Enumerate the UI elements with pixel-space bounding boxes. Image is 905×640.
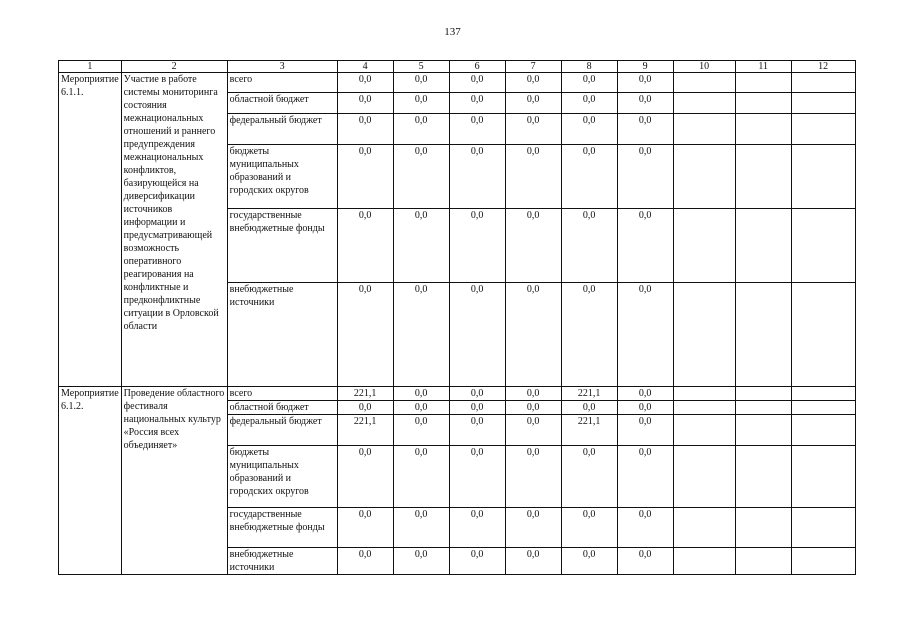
empty-cell [735,209,791,283]
value-cell: 0,0 [449,401,505,415]
header-cell: 4 [337,61,393,73]
value-cell: 0,0 [449,548,505,575]
measure-name: Проведение областного фестиваля национальных культур «Россия всех объединяет» [121,387,227,575]
value-cell: 0,0 [393,209,449,283]
value-cell: 0,0 [617,415,673,446]
empty-cell [735,114,791,145]
empty-cell [791,209,855,283]
measure-name: Участие в работе системы мониторинга состояния межнациональных отношений и раннего предупреждения межнациональных конфликтов, базирующейся на диверсификации источников информации и предусматривающей возможность оперативного реагирования на конфликтные и предконфликтные ситуации в Орловской области [121,73,227,387]
value-cell: 0,0 [505,415,561,446]
value-cell: 0,0 [505,508,561,548]
empty-cell [735,401,791,415]
empty-cell [673,387,735,401]
value-cell: 221,1 [561,387,617,401]
empty-cell [673,283,735,387]
funding-source: областной бюджет [227,401,337,415]
value-cell: 0,0 [561,73,617,93]
funding-source: бюджеты муниципальных образований и городских округов [227,145,337,209]
empty-cell [735,548,791,575]
value-cell: 0,0 [561,548,617,575]
empty-cell [673,446,735,508]
empty-cell [791,387,855,401]
empty-cell [791,93,855,114]
value-cell: 0,0 [337,93,393,114]
value-cell: 0,0 [337,508,393,548]
empty-cell [735,415,791,446]
value-cell: 0,0 [393,145,449,209]
empty-cell [735,283,791,387]
empty-cell [791,415,855,446]
value-cell: 0,0 [617,387,673,401]
header-cell: 11 [735,61,791,73]
value-cell: 0,0 [617,114,673,145]
funding-source: бюджеты муниципальных образований и городских округов [227,446,337,508]
empty-cell [791,145,855,209]
value-cell: 0,0 [617,401,673,415]
budget-table [58,60,856,575]
value-cell: 0,0 [505,548,561,575]
empty-cell [791,283,855,387]
empty-cell [673,401,735,415]
value-cell: 0,0 [617,73,673,93]
value-cell: 0,0 [449,387,505,401]
value-cell: 0,0 [393,114,449,145]
value-cell: 0,0 [393,548,449,575]
value-cell: 0,0 [617,209,673,283]
header-cell: 8 [561,61,617,73]
value-cell: 0,0 [449,508,505,548]
empty-cell [673,415,735,446]
funding-source: государственные внебюджетные фонды [227,209,337,283]
measure-code: Мероприятие 6.1.2. [59,387,122,575]
value-cell: 0,0 [337,145,393,209]
value-cell: 0,0 [561,93,617,114]
value-cell: 0,0 [337,114,393,145]
header-cell: 5 [393,61,449,73]
header-cell: 3 [227,61,337,73]
value-cell: 0,0 [337,446,393,508]
value-cell: 0,0 [449,283,505,387]
value-cell: 0,0 [449,114,505,145]
value-cell: 0,0 [617,446,673,508]
value-cell: 0,0 [617,508,673,548]
empty-cell [673,93,735,114]
value-cell: 0,0 [393,415,449,446]
empty-cell [673,548,735,575]
empty-cell [735,93,791,114]
value-cell: 0,0 [337,401,393,415]
empty-cell [735,387,791,401]
empty-cell [735,73,791,93]
header-cell: 9 [617,61,673,73]
empty-cell [735,508,791,548]
value-cell: 0,0 [393,93,449,114]
value-cell: 0,0 [449,415,505,446]
empty-cell [791,548,855,575]
empty-cell [673,145,735,209]
value-cell: 0,0 [505,145,561,209]
header-cell: 7 [505,61,561,73]
header-cell: 2 [121,61,227,73]
value-cell: 0,0 [505,401,561,415]
value-cell: 0,0 [505,114,561,145]
funding-source: внебюджетные источники [227,283,337,387]
value-cell: 0,0 [561,401,617,415]
value-cell: 0,0 [505,209,561,283]
value-cell: 0,0 [393,508,449,548]
value-cell: 0,0 [337,548,393,575]
value-cell: 0,0 [561,114,617,145]
value-cell: 0,0 [337,73,393,93]
value-cell: 0,0 [505,73,561,93]
empty-cell [673,73,735,93]
value-cell: 0,0 [505,283,561,387]
empty-cell [791,73,855,93]
header-cell: 10 [673,61,735,73]
value-cell: 0,0 [561,283,617,387]
value-cell: 0,0 [561,446,617,508]
empty-cell [791,401,855,415]
value-cell: 0,0 [505,93,561,114]
value-cell: 0,0 [505,387,561,401]
value-cell: 0,0 [337,209,393,283]
empty-cell [673,508,735,548]
empty-cell [791,508,855,548]
funding-source: федеральный бюджет [227,415,337,446]
value-cell: 0,0 [617,548,673,575]
funding-source: всего [227,73,337,93]
funding-source: всего [227,387,337,401]
empty-cell [735,145,791,209]
value-cell: 0,0 [449,446,505,508]
empty-cell [673,114,735,145]
value-cell: 0,0 [393,283,449,387]
empty-cell [735,446,791,508]
value-cell: 0,0 [505,446,561,508]
value-cell: 0,0 [337,283,393,387]
value-cell: 0,0 [449,93,505,114]
value-cell: 0,0 [449,73,505,93]
value-cell: 0,0 [561,209,617,283]
value-cell: 0,0 [617,93,673,114]
value-cell: 0,0 [449,145,505,209]
value-cell: 0,0 [561,508,617,548]
empty-cell [791,446,855,508]
header-row [59,61,856,73]
value-cell: 0,0 [393,387,449,401]
header-cell: 6 [449,61,505,73]
value-cell: 0,0 [393,446,449,508]
value-cell: 0,0 [561,145,617,209]
value-cell: 0,0 [393,401,449,415]
value-cell: 221,1 [337,415,393,446]
value-cell: 221,1 [337,387,393,401]
page-number: 137 [444,26,461,38]
value-cell: 0,0 [449,209,505,283]
table-row [59,73,856,93]
empty-cell [791,114,855,145]
value-cell: 221,1 [561,415,617,446]
funding-source: государственные внебюджетные фонды [227,508,337,548]
measure-code: Мероприятие 6.1.1. [59,73,122,387]
value-cell: 0,0 [393,73,449,93]
funding-source: внебюджетные источники [227,548,337,575]
header-cell: 1 [59,61,122,73]
value-cell: 0,0 [617,145,673,209]
table-row [59,387,856,401]
value-cell: 0,0 [617,283,673,387]
funding-source: федеральный бюджет [227,114,337,145]
header-cell: 12 [791,61,855,73]
empty-cell [673,209,735,283]
funding-source: областной бюджет [227,93,337,114]
